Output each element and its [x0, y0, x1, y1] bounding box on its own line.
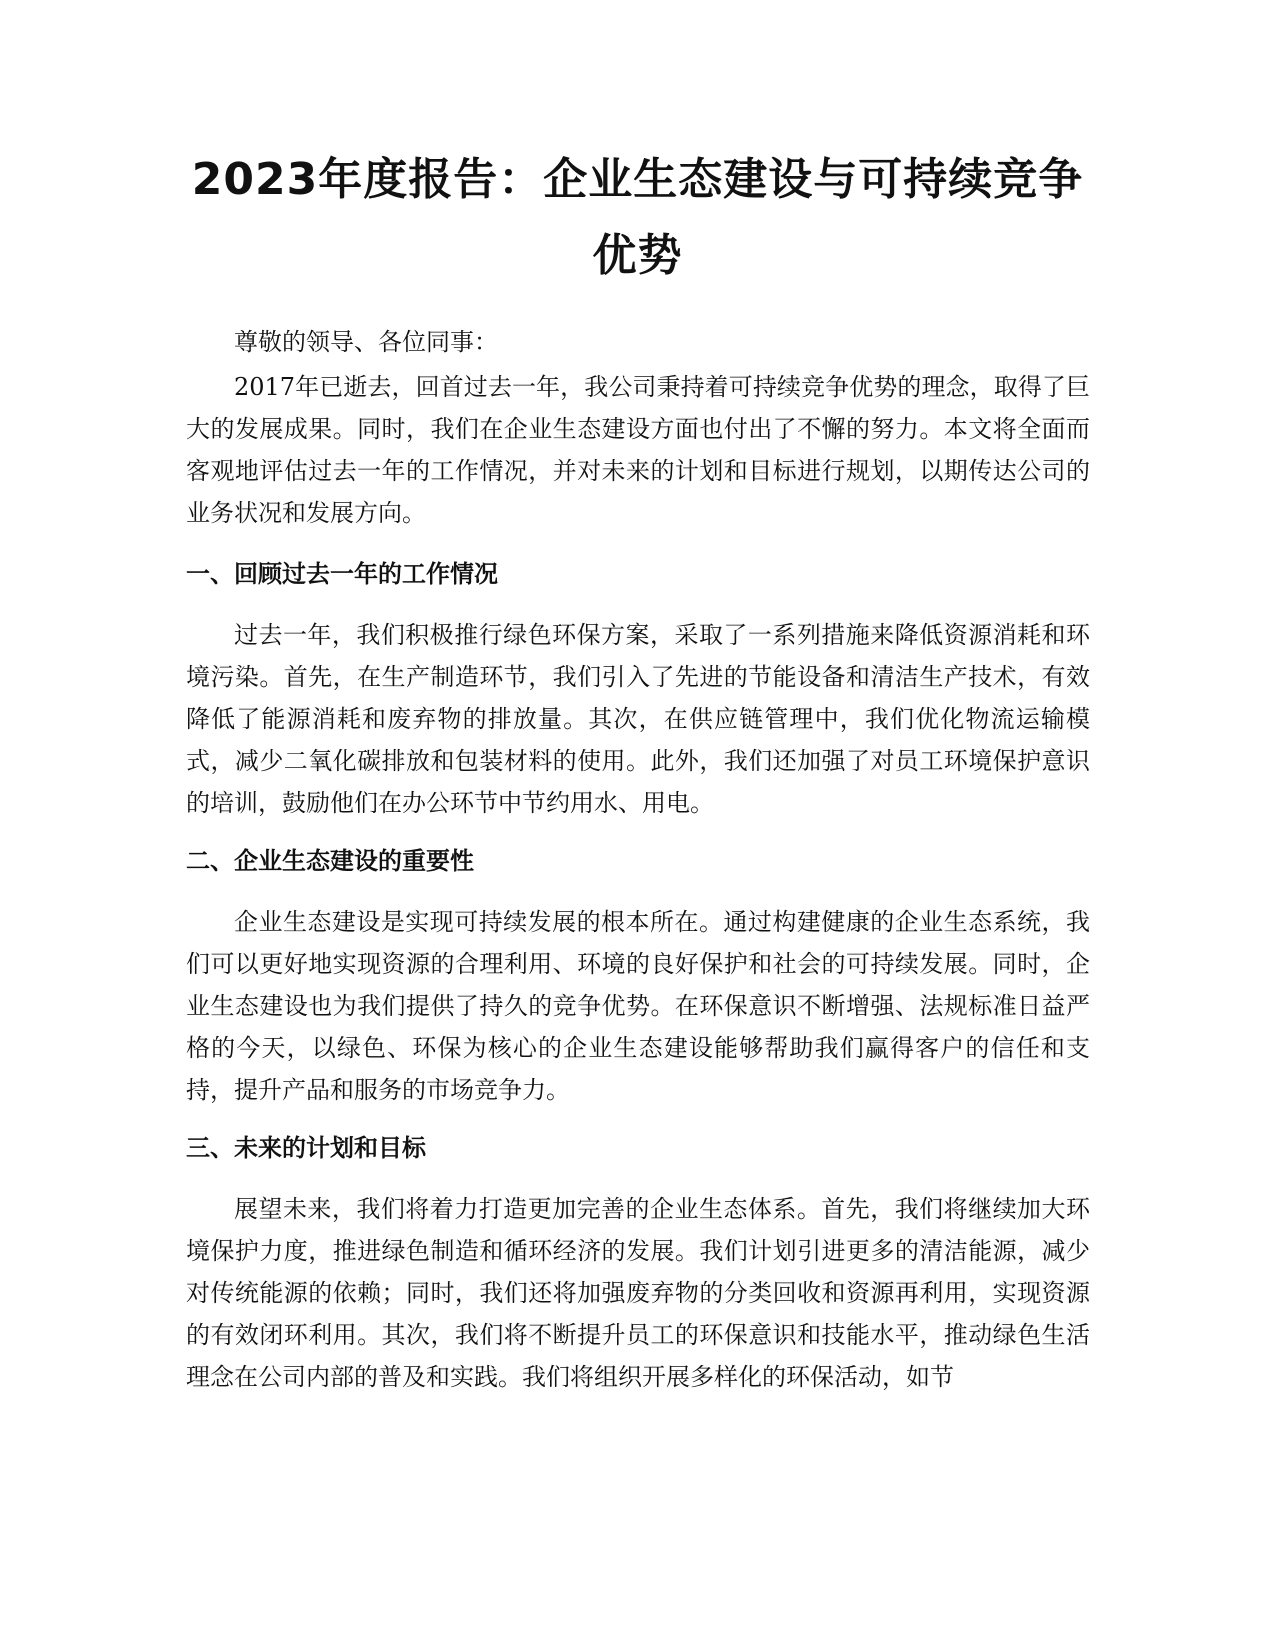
section-2-heading: 二、企业生态建设的重要性: [186, 847, 474, 875]
document-title: [160, 142, 1115, 294]
section-2-paragraph: 企业生态建设是实现可持续发展的根本所在。通过构建健康的企业生态系统，我们可以更好地实现资源的合理利用、环境的良好保护和社会的可持续发展。同时，企业生态建设也为我们提供了持久的竞争优势。在环保意识不断增强、法规标准日益严格的今天，以绿色、环保为核心的企业生态建设能够帮助我们赢得客户的信任和支持，提升产品和服务的市场竞争力。: [186, 908, 1090, 1104]
section-3-heading: 三、未来的计划和目标: [186, 1134, 426, 1162]
section-1-paragraph: 过去一年，我们积极推行绿色环保方案，采取了一系列措施来降低资源消耗和环境污染。首先，在生产制造环节，我们引入了先进的节能设备和清洁生产技术，有效降低了能源消耗和废弃物的排放量。其次，在供应链管理中，我们优化物流运输模式，减少二氧化碳排放和包装材料的使用。此外，我们还加强了对员工环境保护意识的培训，鼓励他们在办公环节中节约用水、用电。: [186, 621, 1090, 817]
salutation: 尊敬的领导、各位同事：: [234, 328, 498, 356]
intro-paragraph: 2017年已逝去，回首过去一年，我公司秉持着可持续竞争优势的理念，取得了巨大的发展成果。同时，我们在企业生态建设方面也付出了不懈的努力。本文将全面而客观地评估过去一年的工作情况，并对未来的计划和目标进行规划，以期传达公司的业务状况和发展方向。: [186, 373, 1090, 527]
section-1-heading: 一、回顾过去一年的工作情况: [186, 560, 498, 588]
section-3-paragraph: 展望未来，我们将着力打造更加完善的企业生态体系。首先，我们将继续加大环境保护力度，推进绿色制造和循环经济的发展。我们计划引进更多的清洁能源，减少对传统能源的依赖；同时，我们还将加强废弃物的分类回收和资源再利用，实现资源的有效闭环利用。其次，我们将不断提升员工的环保意识和技能水平，推动绿色生活理念在公司内部的普及和实践。我们将组织开展多样化的环保活动，如节: [186, 1195, 1090, 1391]
title-line-2: 优势: [592, 230, 683, 281]
title-line-1: 2023年度报告：企业生态建设与可持续竞争: [191, 154, 1084, 205]
